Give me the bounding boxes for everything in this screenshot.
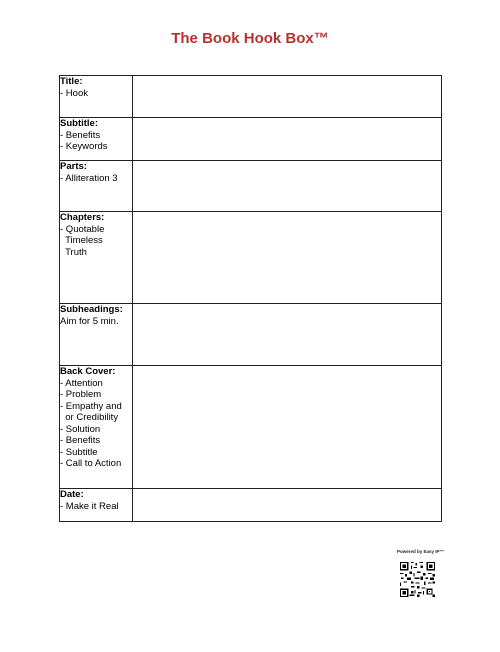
row-line: - Empathy and [60,400,122,412]
row-heading: Parts: [60,161,87,172]
subheadings-input-area[interactable] [133,304,442,366]
row-line: - Benefits [60,435,101,446]
row-line: - Benefits [60,129,101,141]
row-line: Truth [60,246,87,258]
parts-input-area[interactable] [133,161,442,212]
back-cover-input-area[interactable] [133,366,442,489]
table-row [60,366,442,489]
row-heading: Subheadings: [60,304,123,315]
row-heading: Chapters: [60,212,105,223]
date-input-area[interactable] [133,489,442,522]
book-hook-table [59,75,442,522]
row-label-chapters [60,212,133,304]
row-line: - Make it Real [60,500,119,512]
row-line: Aim for 5 min. [60,315,119,327]
row-line: - Attention [60,377,103,389]
row-label-title [60,76,133,118]
row-heading: Subtitle: [60,118,98,129]
row-label-date [60,489,133,522]
title-input-area[interactable] [133,76,442,118]
page-title: The Book Hook Box™ [171,30,329,47]
row-heading: Date: [60,489,84,500]
table-row [60,118,442,161]
row-line: - Hook [60,87,88,99]
row-heading: Title: [60,76,83,87]
table-row [60,76,442,118]
row-line: - Solution [60,423,101,435]
row-label-parts [60,161,133,212]
chapters-input-area[interactable] [133,212,442,304]
row-line: - Call to Action [60,458,122,469]
row-line: - Keywords [60,141,108,152]
table-row [60,304,442,366]
row-line: Timeless [60,235,103,246]
row-label-subtitle [60,118,133,161]
row-line: or Credibility [60,412,119,423]
subtitle-input-area[interactable] [133,118,442,161]
qr-code-icon [400,561,435,598]
table-row [60,212,442,304]
row-label-back-cover [60,366,133,489]
powered-by-label: Powered by Easy IP™ [397,549,445,554]
row-line: - Subtitle [60,446,98,458]
table-row [60,489,442,522]
row-line: - Alliteration 3 [60,172,118,184]
row-line: - Quotable [60,223,105,235]
table-row [60,161,442,212]
row-heading: Back Cover: [60,366,116,377]
row-line: - Problem [60,389,102,400]
row-label-subheadings [60,304,133,366]
